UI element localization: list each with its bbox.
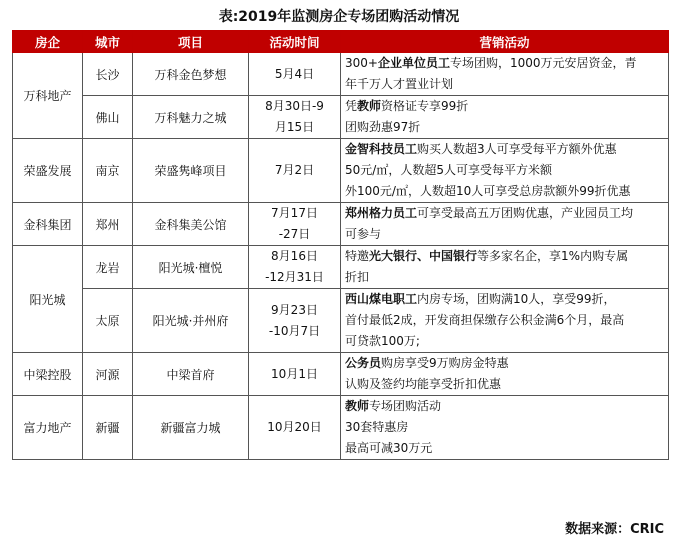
cell-time — [249, 139, 341, 203]
marketing-line — [345, 246, 664, 267]
table-row — [13, 353, 669, 396]
header-city: 城市 — [83, 31, 133, 53]
marketing-line — [345, 289, 664, 310]
time-line: 5月4日 — [274, 66, 315, 81]
time-line: -12月31日 — [265, 270, 324, 284]
cell-city: 南京 — [83, 139, 133, 203]
marketing-line — [345, 417, 664, 438]
time-line: -27日 — [278, 227, 311, 241]
highlight-text: 金智科技员工 — [345, 142, 418, 156]
data-source: 数据来源：CRIC — [565, 522, 664, 537]
marketing-text: 特邀 — [345, 249, 370, 263]
cell-time — [249, 289, 341, 353]
highlight-text: 公务员 — [345, 356, 382, 370]
header-company: 房企 — [13, 31, 83, 53]
marketing-line — [345, 53, 664, 74]
marketing-text: 内房专场，团购满10人，享受99折， — [417, 292, 616, 306]
cell-marketing — [341, 353, 669, 396]
marketing-line — [345, 310, 664, 331]
table-body — [13, 53, 669, 460]
marketing-line — [345, 224, 664, 245]
marketing-text: 外100元/㎡，人数超10人可享受总房款额外99折优惠 — [345, 184, 631, 198]
marketing-text: 团购劲惠97折 — [345, 120, 421, 134]
cell-project: 阳光城·檀悦 — [133, 246, 249, 289]
cell-project: 金科集美公馆 — [133, 203, 249, 246]
marketing-text: 可参与 — [345, 227, 382, 241]
marketing-text: 首付最低2成，开发商担保缴存公积金满6个月，最高 — [345, 313, 625, 327]
cell-city: 新疆 — [83, 396, 133, 460]
time-line: 10月20日 — [267, 420, 322, 434]
marketing-text: 购房享受9万购房金特惠 — [381, 356, 509, 370]
time-line: -10月7日 — [268, 323, 321, 338]
time-line: 8月16日 — [271, 249, 318, 263]
marketing-line — [345, 139, 664, 160]
cell-marketing — [341, 246, 669, 289]
cell-company: 荣盛发展 — [13, 139, 83, 203]
cell-project: 阳光城·并州府 — [133, 289, 249, 353]
marketing-text: 可享受最高五万团购优惠，产业园员工均 — [417, 206, 634, 220]
cell-marketing — [341, 139, 669, 203]
group-buying-table — [12, 30, 669, 460]
time-line: 10月1日 — [271, 366, 318, 381]
marketing-text: 300+ — [345, 56, 378, 70]
cell-company: 阳光城 — [13, 246, 83, 353]
cell-time — [249, 53, 341, 96]
table-row — [13, 289, 669, 353]
cell-time — [249, 96, 341, 139]
marketing-text: 购买人数超3人可享受每平方额外优惠 — [417, 142, 617, 156]
marketing-line — [345, 160, 664, 181]
cell-city: 佛山 — [83, 96, 133, 139]
header-row — [13, 31, 669, 53]
marketing-text: 凭 — [345, 99, 358, 113]
marketing-text: 最高可减30万元 — [345, 441, 433, 455]
cell-marketing — [341, 53, 669, 96]
marketing-text: 可贷款100万; — [345, 334, 420, 348]
cell-company: 富力地产 — [13, 396, 83, 460]
marketing-text: 年千万人才置业计划 — [345, 77, 454, 91]
cell-city: 长沙 — [83, 53, 133, 96]
marketing-line — [345, 267, 664, 288]
time-line: 9月23日 — [271, 302, 318, 317]
header-marketing: 营销活动 — [341, 31, 669, 53]
highlight-text: 企业单位员工 — [377, 56, 450, 70]
cell-city: 太原 — [83, 289, 133, 353]
highlight-text: 光大银行、中国银行 — [369, 249, 478, 263]
marketing-text: 50元/㎡，人数超5人可享受每平方米额 — [345, 163, 552, 177]
marketing-line — [345, 181, 664, 202]
time-line: 7月17日 — [271, 206, 318, 220]
marketing-line — [345, 438, 664, 459]
cell-company: 万科地产 — [13, 53, 83, 139]
cell-project: 万科金色梦想 — [133, 53, 249, 96]
time-line: 8月30日-9 — [265, 99, 324, 113]
cell-project: 万科魅力之城 — [133, 96, 249, 139]
cell-marketing — [341, 96, 669, 139]
highlight-text: 郑州格力员工 — [345, 206, 418, 220]
cell-project: 中梁首府 — [133, 353, 249, 396]
marketing-line — [345, 74, 664, 95]
marketing-line — [345, 353, 664, 374]
cell-time — [249, 396, 341, 460]
marketing-text: 折扣 — [345, 270, 370, 284]
table-row — [13, 203, 669, 246]
table-row — [13, 246, 669, 289]
marketing-line — [345, 374, 664, 395]
marketing-line — [345, 96, 664, 117]
cell-project: 新疆富力城 — [133, 396, 249, 460]
marketing-text: 30套特惠房 — [345, 420, 409, 434]
marketing-line — [345, 117, 664, 138]
highlight-text: 教师 — [357, 99, 382, 113]
header-time: 活动时间 — [249, 31, 341, 53]
cell-time — [249, 353, 341, 396]
time-line: 7月2日 — [274, 163, 315, 177]
table-row — [13, 396, 669, 460]
cell-city: 龙岩 — [83, 246, 133, 289]
cell-marketing — [341, 203, 669, 246]
marketing-line — [345, 203, 664, 224]
table-title: 表:2019年监测房企专场团购活动情况 — [218, 9, 460, 25]
marketing-text: 资格证专享99折 — [381, 99, 469, 113]
marketing-text: 等多家名企，享1%内购专属 — [477, 249, 629, 263]
table-row — [13, 139, 669, 203]
cell-company: 金科集团 — [13, 203, 83, 246]
cell-project: 荣盛隽峰项目 — [133, 139, 249, 203]
marketing-text: 专场团购，1000万元安居资金，青 — [449, 56, 637, 70]
marketing-text: 专场团购活动 — [369, 399, 442, 413]
highlight-text: 西山煤电职工 — [345, 292, 418, 306]
marketing-line — [345, 396, 664, 417]
cell-marketing — [341, 396, 669, 460]
time-line: 月15日 — [274, 120, 315, 134]
cell-time — [249, 246, 341, 289]
highlight-text: 教师 — [345, 399, 370, 413]
marketing-text: 认购及签约均能享受折扣优惠 — [345, 377, 502, 391]
header-project: 项目 — [133, 31, 249, 53]
table-row — [13, 96, 669, 139]
cell-time — [249, 203, 341, 246]
table-row — [13, 53, 669, 96]
cell-city: 河源 — [83, 353, 133, 396]
marketing-line — [345, 331, 664, 352]
cell-company: 中梁控股 — [13, 353, 83, 396]
cell-marketing — [341, 289, 669, 353]
cell-city: 郑州 — [83, 203, 133, 246]
